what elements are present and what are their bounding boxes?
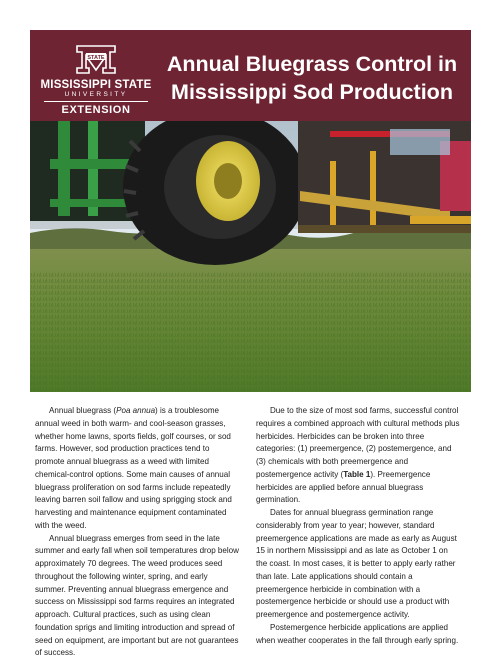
logo-divider bbox=[44, 101, 148, 102]
header-banner bbox=[30, 30, 471, 121]
table-reference-link[interactable]: Table 1 bbox=[343, 470, 370, 479]
msu-extension-logo bbox=[40, 44, 152, 116]
brand-name: MISSISSIPPI STATE bbox=[40, 79, 152, 91]
text-run: Annual bluegrass ( bbox=[49, 406, 116, 415]
paragraph bbox=[256, 405, 461, 507]
scientific-name: Poa annua bbox=[116, 406, 155, 415]
column-left bbox=[35, 405, 240, 660]
page-title bbox=[158, 50, 466, 106]
brand-university: UNIVERSITY bbox=[40, 91, 152, 98]
text-run: Due to the size of most sod farms, successful control requires a combined approach with cultural methods plus herbicides. Herbicides can be broken into three categories: (1) preemergence, (2) postemergence, and (3) chemicals with both preemergence and postemergence activity ( bbox=[256, 406, 460, 479]
text-run: ) is a troublesome annual weed in both warm- and cool-season grasses, whether home lawns, sports fields, golf courses, or sod farms. However, sod production practices tend to promote annual bluegrass as a weed with limited chemical-control options. Some main causes of annual bluegrass proliferation on sod farms include repeatedly leaving barren soil fallow and using sprigging stock and harvesting and maintenance equipment contaminated with the weed. bbox=[35, 406, 232, 530]
title-line-2: Mississippi Sod Production bbox=[158, 78, 466, 106]
brand-extension: EXTENSION bbox=[40, 104, 152, 116]
msu-shield-logo-icon bbox=[73, 44, 119, 74]
column-right bbox=[256, 405, 461, 647]
paragraph: Dates for annual bluegrass germination range considerably from year to year; however, standard preemergence applications are made as early as August 15 in northern Mississippi and as late as October 1 on the coast. In most cases, it is better to apply early rather than late. Late applications should contain a preemergence herbicide in combination with a postemergence herbicide or should use a product with preemergence and postemergence activity. bbox=[256, 507, 461, 622]
paragraph: Annual bluegrass emerges from seed in the late summer and early fall when soil temperatures drop below approximately 70 degrees. The weed produces seed throughout the following winter, spring, and early summer. Preventing annual bluegrass emergence and success on Mississippi sod farms requires an integrated approach. Cultural practices, such as using clean foundation sprigs and limiting introduction and spread of seed on equipment, are important but are not guarantees of success. bbox=[35, 533, 240, 660]
title-line-1: Annual Bluegrass Control in bbox=[158, 50, 466, 78]
shield-text: STATE bbox=[87, 55, 105, 61]
cover-photo bbox=[30, 121, 471, 392]
paragraph bbox=[35, 405, 240, 533]
sod-field-photo-image bbox=[30, 121, 471, 392]
text-run: ). Preemergence herbicides are applied before annual bluegrass germination. bbox=[256, 470, 430, 505]
paragraph: Postemergence herbicide applications are applied when weather cooperates in the fall through early spring. bbox=[256, 622, 461, 648]
